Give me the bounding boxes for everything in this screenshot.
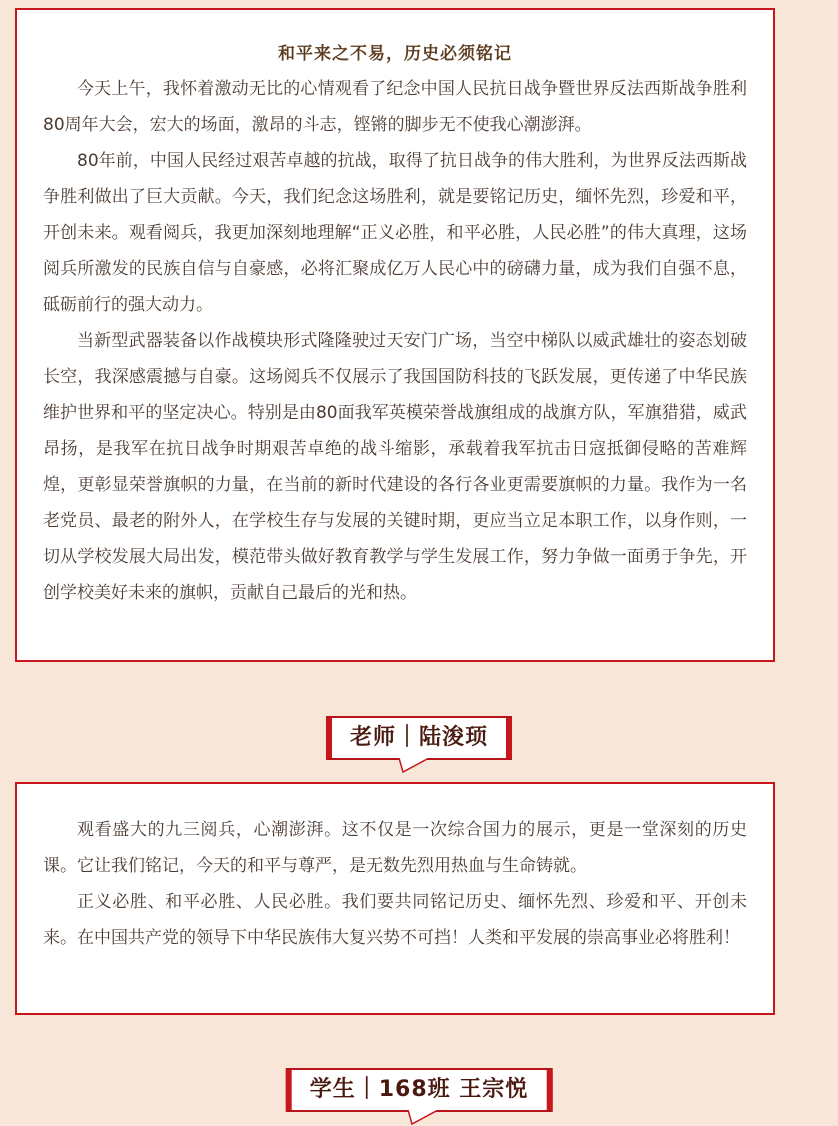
- article-title: 和平来之不易，历史必须铭记: [278, 44, 512, 64]
- teacher-comment-card: [15, 782, 775, 1015]
- teacher-comment-paragraph: 正义必胜、和平必胜、人民必胜。我们要共同铭记历史、缅怀先烈、珍爱和平、开创未来。在中国共产党的领导下中华民族伟大复兴势不可挡！人类和平发展的崇高事业必将胜利！: [43, 892, 747, 948]
- article-card: [15, 8, 775, 662]
- article-paragraph: 80年前，中国人民经过艰苦卓越的抗战，取得了抗日战争的伟大胜利，为世界反法西斯战争胜利做出了巨大贡献。今天，我们纪念这场胜利，就是要铭记历史，缅怀先烈，珍爱和平，开创未来。观看阅兵，我更加深刻地理解“正义必胜，和平必胜，人民必胜”的伟大真理，这场阅兵所激发的民族自信与自豪感，必将汇聚成亿万人民心中的磅礴力量，成为我们自强不息，砥砺前行的强大动力。: [43, 151, 747, 315]
- teacher-name-label: 老师｜陆浚顼: [326, 718, 512, 758]
- student-name-label: 学生｜168班 王宗悦: [286, 1070, 553, 1110]
- article-paragraph: 当新型武器装备以作战模块形式隆隆驶过天安门广场，当空中梯队以威武雄壮的姿态划破长空，我深感震撼与自豪。这场阅兵不仅展示了我国国防科技的飞跃发展，更传递了中华民族维护世界和平的坚定决心。特别是由80面我军英模荣誉战旗组成的战旗方队，军旗猎猎，威武昂扬，是我军在抗日战争时期艰苦卓绝的战斗缩影，承载着我军抗击日寇抵御侵略的苦难辉煌，更彰显荣誉旗帜的力量，在当前的新时代建设的各行各业更需要旗帜的力量。我作为一名老党员、最老的附外人，在学校生存与发展的关键时期，更应当立足本职工作，以身作则，一切从学校发展大局出发，模范带头做好教育教学与学生发展工作，努力争做一面勇于争先，开创学校美好未来的旗帜，贡献自己最后的光和热。: [43, 331, 747, 603]
- teacher-comment-paragraph: 观看盛大的九三阅兵，心潮澎湃。这不仅是一次综合国力的展示，更是一堂深刻的历史课。它让我们铭记，今天的和平与尊严，是无数先烈用热血与生命铸就。: [43, 820, 747, 876]
- article-paragraph: 今天上午，我怀着激动无比的心情观看了纪念中国人民抗日战争暨世界反法西斯战争胜利80周年大会，宏大的场面，激昂的斗志，铿锵的脚步无不使我心潮澎湃。: [43, 79, 747, 135]
- speech-tail-icon: [408, 1110, 438, 1126]
- speech-tail-icon: [399, 758, 429, 774]
